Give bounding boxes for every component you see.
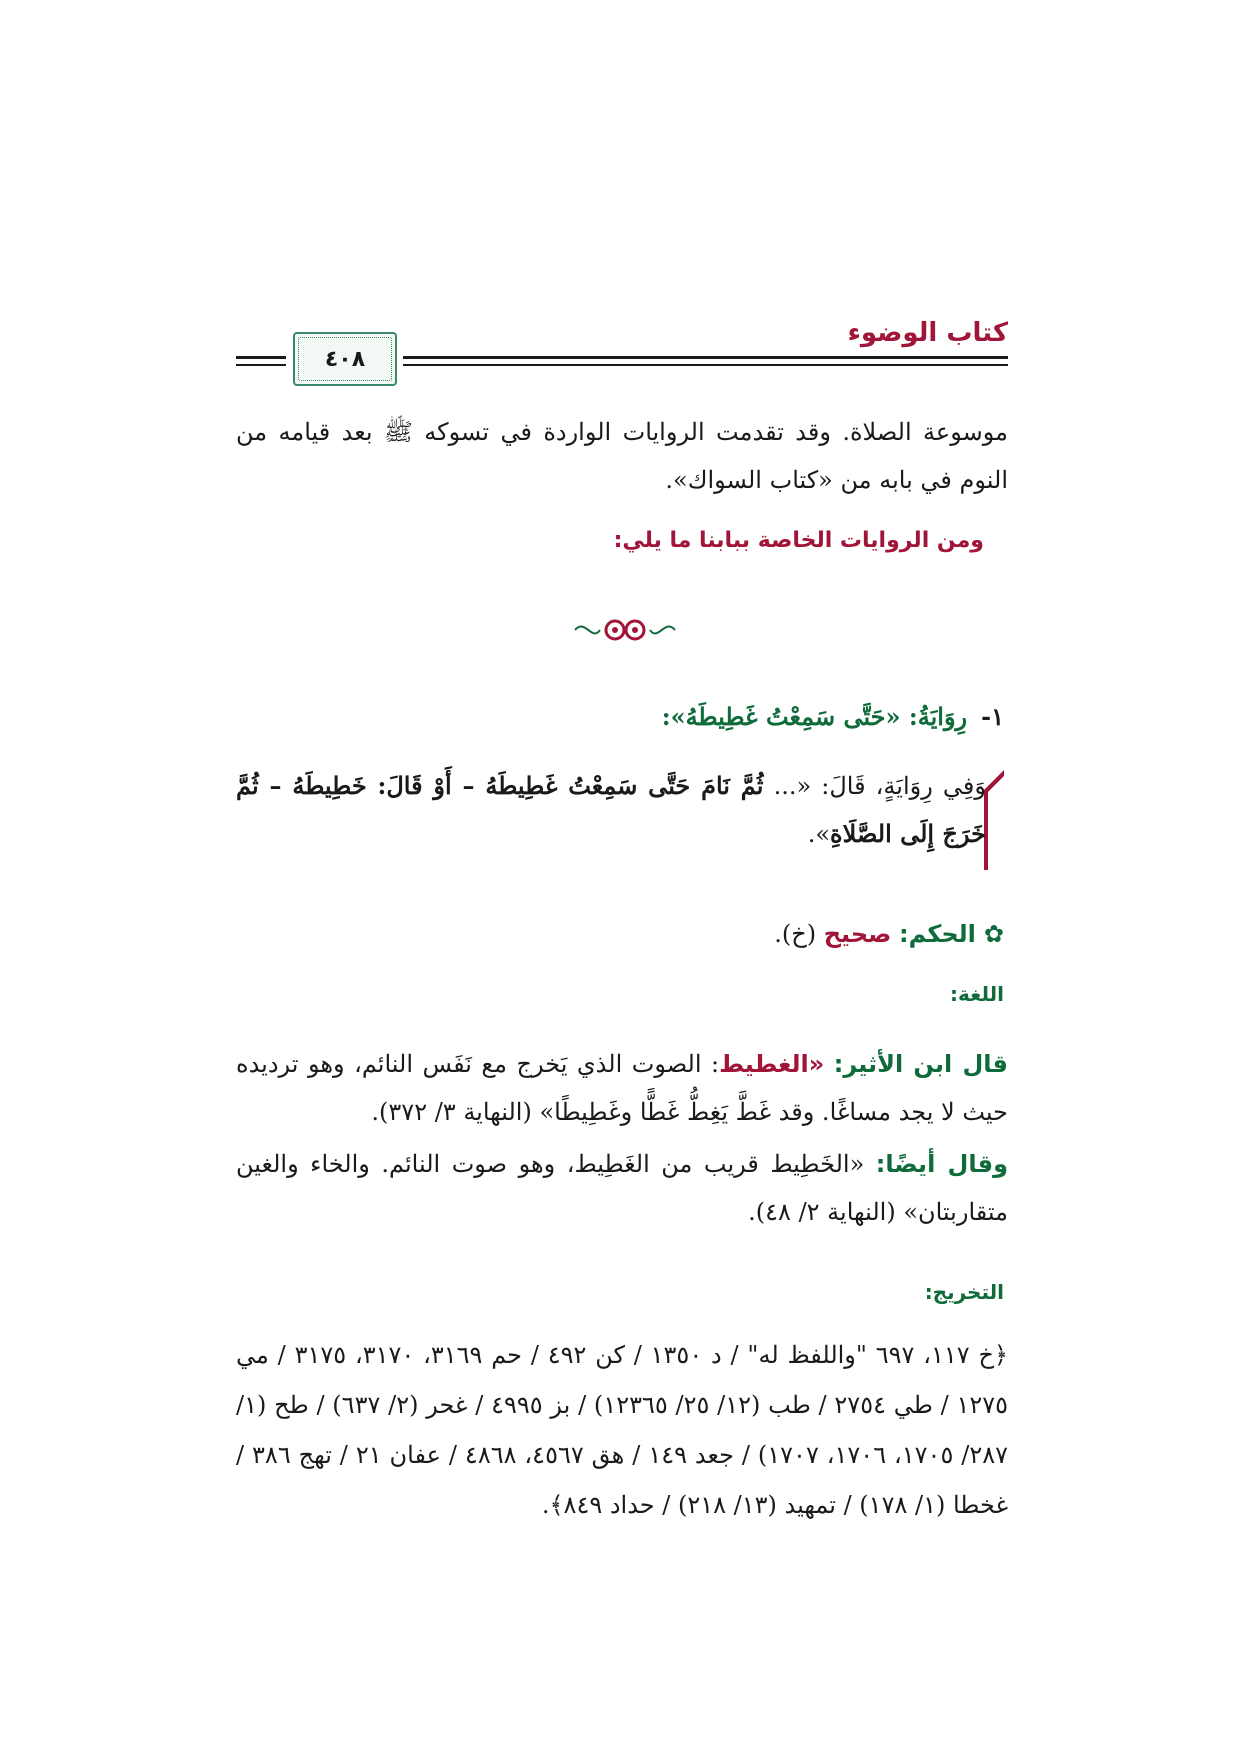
narration-title xyxy=(662,702,1004,731)
language-heading: اللغة: xyxy=(950,982,1004,1006)
header-rule xyxy=(403,364,1008,366)
hadith-intro: وَفِي رِوَايَةٍ، قَالَ: «... xyxy=(763,772,986,800)
language-paragraph-2 xyxy=(236,1140,1008,1236)
ruling-label: الحكم: xyxy=(898,920,976,948)
hadith-end: ». xyxy=(807,820,831,848)
defined-term: «الغطيط xyxy=(719,1050,825,1078)
definition-text: «الخَطِيط قريب من الغَطِيط، وهو صوت النائم. والخاء والغين متقاربتان» (النهاية ٢/ ٤٨). xyxy=(236,1150,1008,1226)
header-rule xyxy=(403,356,1008,359)
header-rule xyxy=(236,356,286,359)
intro-paragraph: موسوعة الصلاة. وقد تقدمت الروايات الواردة في تسوكه ﷺ بعد قيامه من النوم في بابه من «كتاب السواك». xyxy=(236,418,1008,494)
narration-number: ١- xyxy=(981,702,1004,731)
page-number xyxy=(293,332,397,386)
narration-title-text: رِوَايَةُ: «حَتَّى سَمِعْتُ غَطِيطَهُ»: xyxy=(661,702,968,731)
flower-icon: ✿ xyxy=(983,920,1004,948)
takhrij-heading: التخريج: xyxy=(924,1280,1004,1304)
ruling-source: (خ). xyxy=(774,920,817,948)
corner-ornament-icon xyxy=(984,770,1004,870)
hadith-body: ثُمَّ نَامَ حَتَّى سَمِعْتُ غَطِيطَهُ – أَوْ قَالَ: خَطِيطَهُ – ثُمَّ خَرَجَ إِلَى الصَّلَاةِ xyxy=(236,771,986,848)
author-name: وقال أيضًا: xyxy=(875,1150,1009,1178)
page-number-label: ٤٠٨ xyxy=(324,346,366,372)
hadith-text xyxy=(236,762,986,858)
intro-subheading: ومن الروايات الخاصة ببابنا ما يلي: xyxy=(613,528,984,553)
page-header xyxy=(236,318,1008,388)
definition-text: : الصوت الذي يَخرج مع نَفَس النائم، وهو ترديده حيث لا يجد مساغًا. وقد غَطَّ يَغِطُّ غَطًّا وغَطِيطًا» (النهاية ٣/ ٣٧٢). xyxy=(236,1050,1008,1126)
language-paragraph-1 xyxy=(236,1040,1008,1136)
ruling-line xyxy=(774,920,1004,948)
book-title: كتاب الوضوء xyxy=(847,318,1008,348)
ornament-divider-icon xyxy=(570,610,680,650)
author-name: قال ابن الأثير: xyxy=(833,1050,1008,1078)
header-rule xyxy=(236,364,286,366)
ruling-value: صحيح xyxy=(823,920,892,948)
takhrij-paragraph: ﴿خ ١١٧، ٦٩٧ "واللفظ له" / د ١٣٥٠ / كن ٤٩٢ / حم ٣١٦٩، ٣١٧٠، ٣١٧٥ / مي ١٢٧٥ / طي ٢٧٥٤ / طب (١٢/ ٢٥/ ١٢٣٦٥) / بز ٤٩٩٥ / غحر (٢/ ٦٣٧) / طح (١/ ٢٨٧/ ١٧٠٥، ١٧٠٦، ١٧٠٧) / جعد ١٤٩ / هق ٤٥٦٧، ٤٨٦٨ / عفان ٢١ / تهج ٣٨٦ / غخطا (١/ ١٧٨) / تمهيد (١٣/ ٢١٨) / حداد ٨٤٩﴾. xyxy=(236,1341,1009,1519)
